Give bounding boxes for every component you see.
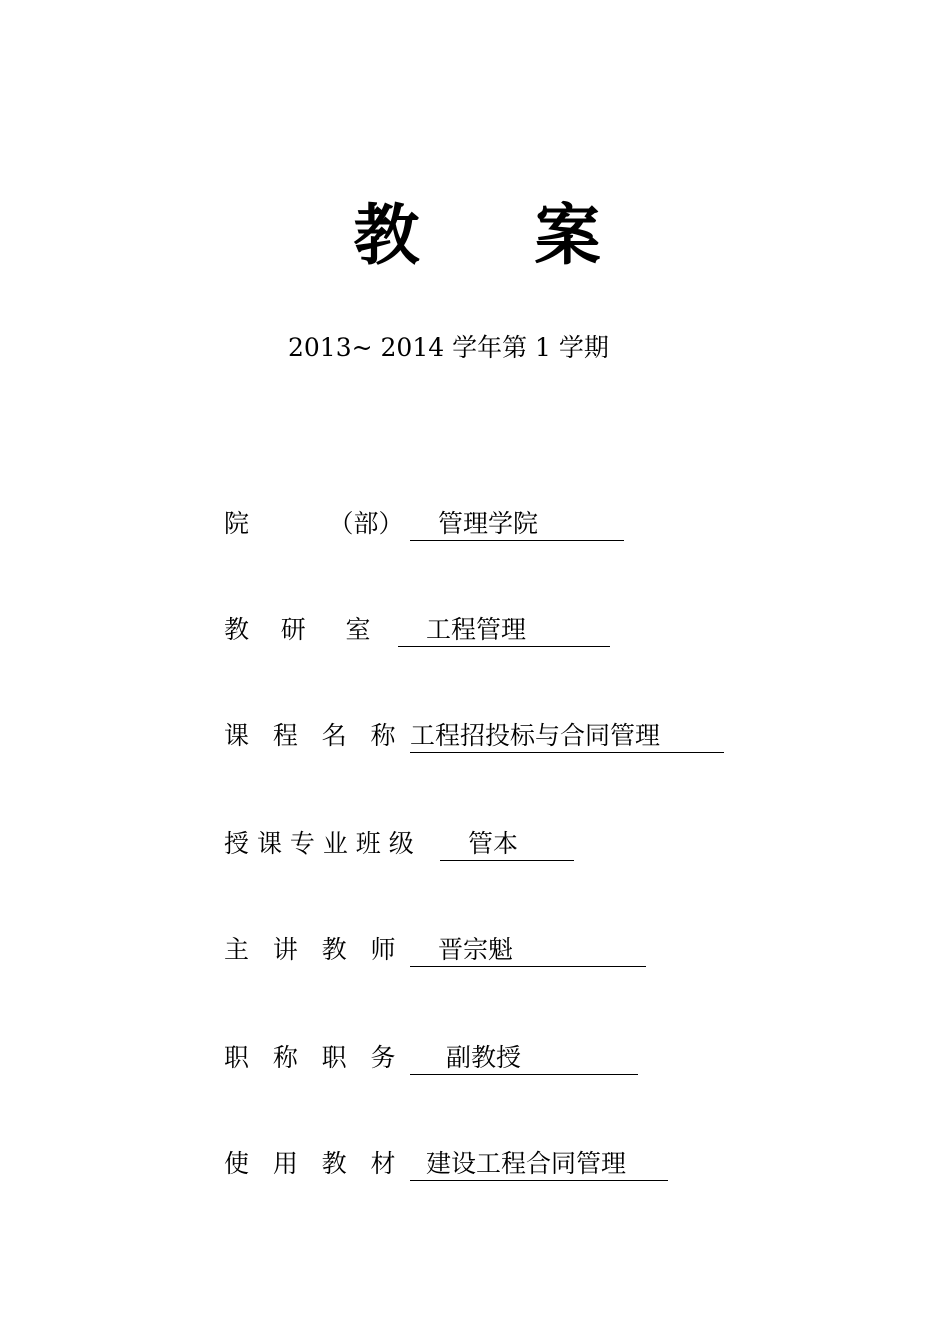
field-label-title-position: 职 称 职 务 xyxy=(224,1043,396,1072)
field-label-lecturer: 主 讲 教 师 xyxy=(224,935,396,964)
document-title: 教 案 xyxy=(353,197,647,274)
field-label-department: 院 （部） xyxy=(224,509,404,538)
field-label-class: 授 课 专 业 班 级 xyxy=(224,829,414,858)
field-lecturer xyxy=(224,932,646,968)
field-label-teaching-office: 教 研 室 xyxy=(224,615,371,644)
field-value-department: 管理学院 xyxy=(410,509,624,541)
field-title-position xyxy=(224,1040,638,1076)
field-value-lecturer: 晋宗魁 xyxy=(410,935,646,967)
field-label-course-name: 课 程 名 称 xyxy=(224,721,396,750)
field-value-class: 管本 xyxy=(440,829,574,861)
field-value-course-name: 工程招投标与合同管理 xyxy=(410,721,724,753)
field-teaching-office xyxy=(224,612,610,648)
field-label-textbook: 使 用 教 材 xyxy=(224,1149,396,1178)
field-course-name xyxy=(224,718,724,754)
field-value-teaching-office: 工程管理 xyxy=(398,615,610,647)
academic-term: 2013~ 2014 学年第 1 学期 xyxy=(288,333,609,362)
field-textbook xyxy=(224,1146,668,1182)
field-value-textbook: 建设工程合同管理 xyxy=(410,1149,668,1181)
field-class xyxy=(224,826,574,862)
field-department xyxy=(224,506,624,542)
field-value-title-position: 副教授 xyxy=(410,1043,638,1075)
